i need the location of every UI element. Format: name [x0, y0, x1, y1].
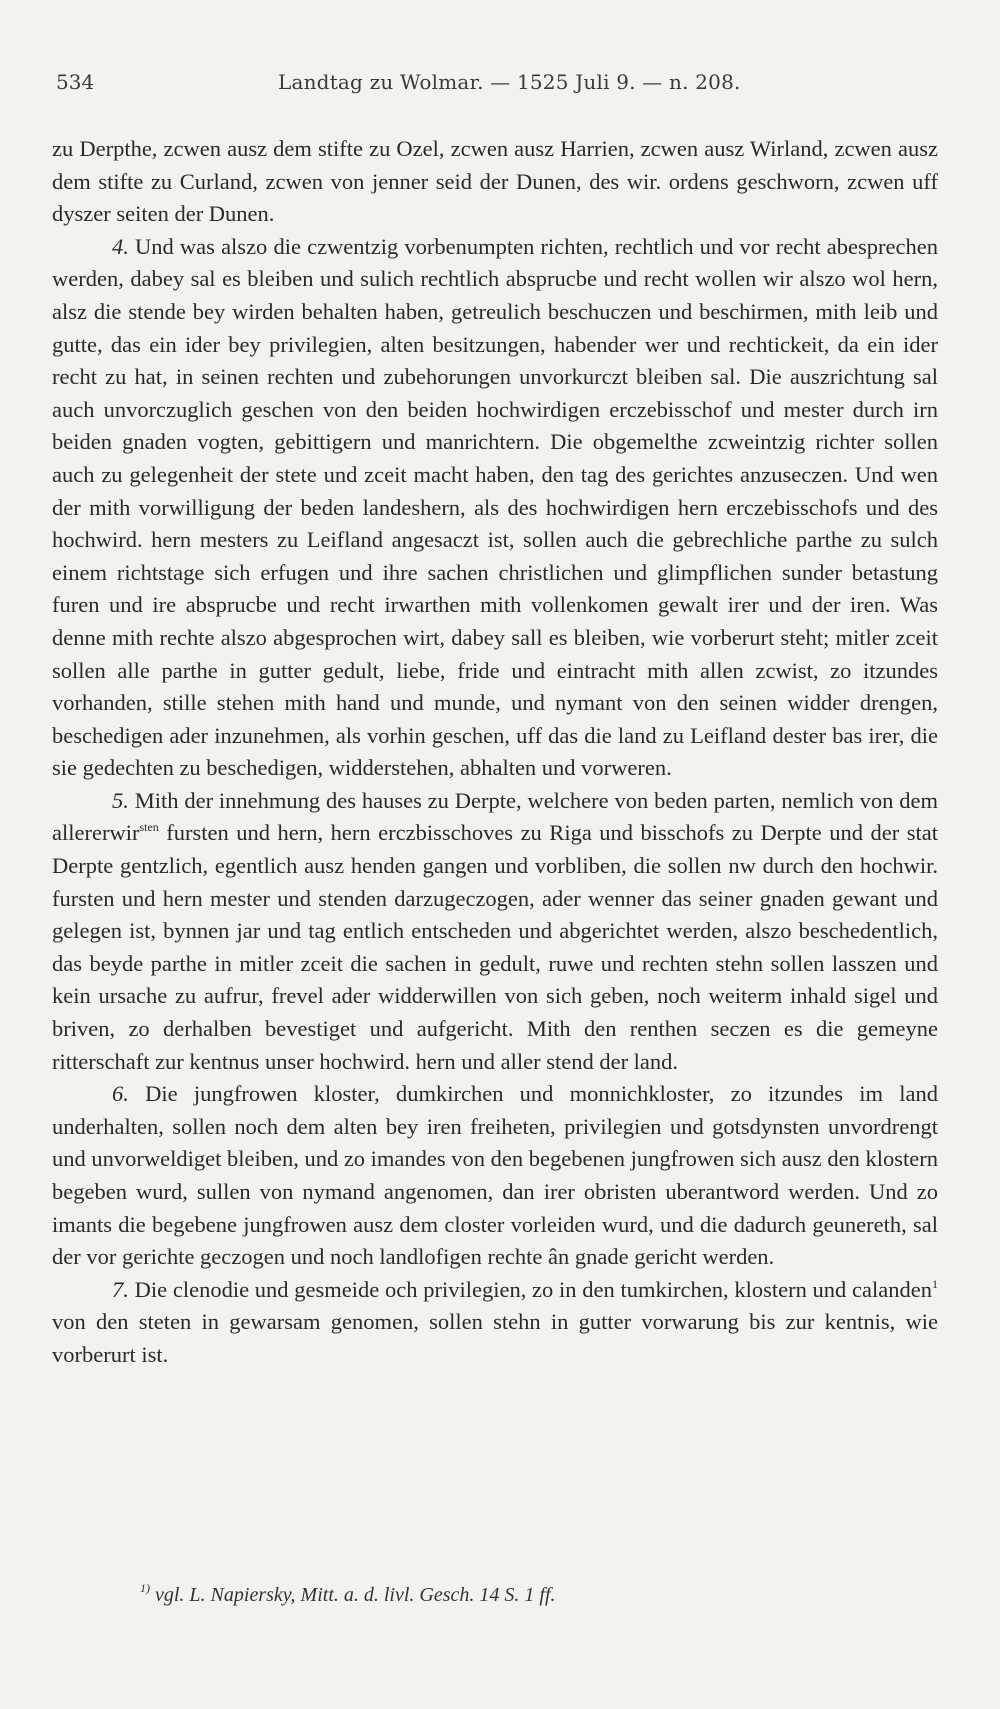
section-text-cont: fursten und hern, hern erczbisschoves zu Riga und bisschofs zu Derpte und der stat Derpte gentzlich, egentlich ausz henden gangen und vorbliben, die sollen nw durch den hochwir. fursten und hern mester und stenden darzugeczogen, ader wenner das seiner gnaden gewant und gelegen ist, bynnen jar und tag entlich entscheden und abgerichtet werden, alszo beschedentlich, das beyde parthe in mitler zceit die sachen in gedult, ruwe und rechten stehn sollen lasszen und kein ursache zu aufrur, frevel ader widderwillen von sich geben, noch weiterm inhald sigel und briven, zo derhalben bevestiget und aufgericht. Mith den renthen seczen es die gemeyne ritterschaft zur kentnus unser hochwird. hern und aller stend der land.	[52, 820, 938, 1074]
section-text: Die jungfrowen kloster, dumkirchen und monnichkloster, zo itzundes im land underhalten, sollen noch dem alten bey iren freiheten, privilegien und gotsdynsten unvordrengt und unvorweldiget bleiben, und zo imandes von den begebenen jungfrowen sich ausz den klostern begeben wurd, sullen von nymand angenomen, dan irer obristen uberantword werden. Und zo imants die begebene jungfrowen ausz dem closter vorleiden wurd, und die dadurch geunereth, sal der vor gerichte geczogen und noch landlofigen rechte ân gnade gericht werden.	[52, 1081, 939, 1270]
section-4	[52, 231, 938, 785]
section-text: Mith der innehmung des hauses zu Derpte, welchere von beden parten, nemlich von dem allererwir	[52, 787, 938, 846]
section-number: 4.	[112, 233, 129, 259]
paragraph-text: zu Derpthe, zcwen ausz dem stifte zu Ozel, zcwen ausz Harrien, zcwen ausz Wirland, zcwen ausz dem stifte zu Curland, zcwen von jenner seid der Dunen, des wir. ordens geschworn, zcwen uff dyszer seiten der Dunen.	[52, 136, 938, 227]
footnote-marker: 1)	[140, 1581, 150, 1595]
page-header	[56, 70, 944, 100]
section-5	[52, 785, 938, 1078]
body-text	[52, 133, 938, 1372]
footnote-text: vgl. L. Napiersky, Mitt. a. d. livl. Gesch. 14 S. 1 ff.	[155, 1584, 556, 1606]
page-number: 534	[56, 70, 95, 94]
footnote-reference: 1	[932, 1276, 938, 1291]
section-number: 7.	[112, 1276, 129, 1302]
section-6	[52, 1078, 938, 1274]
running-head: Landtag zu Wolmar. — 1525 Juli 9. — n. 208.	[278, 70, 741, 94]
footnote	[140, 1581, 556, 1607]
section-text: Die clenodie und gesmeide och privilegien, zo in den tumkirchen, klostern und calanden	[134, 1276, 932, 1302]
superscript: sten	[139, 820, 159, 835]
section-text: Und was alszo die czwentzig vorbenumpten richten, rechtlich und vor recht abesprechen werden, dabey sal es bleiben und sulich rechtlich absprucbe und recht wollen wir alszo wol hern, alsz die stende bey wirden behalten haben, getreulich beschuczen und beschirmen, mith leib und gutte, das ein ider bey privilegien, alten besitzungen, habender wer und rechtickeit, da ein ider recht zu hat, in seinen rechten und zubehorungen unvorkurczt bleiben sal. Die auszrichtung sal auch unvorczuglich geschen von den beiden hochwirdigen erczebisschof und mester durch irn beiden gnaden vogten, gebittigern und manrichtern. Die obgemelthe zcweintzig richter sollen auch zu gelegenheit der stete und zceit macht haben, den tag des gerichtes anzuseczen. Und wen der mith vorwilligung der beden landeshern, als des hochwirdigen hern erczebisschofs und des hochwird. hern mesters zu Leifland angesaczt ist, sollen auch die gebrechliche parthe zu sulch einem richtstage sich erfugen und ihre sachen christlichen und glimpflichen sunder betastung furen und ire absprucbe und recht irwarthen mith vollenkomen gewalt irer und der iren. Was denne mith rechte alszo abgesprochen wirt, dabey sall es bleiben, wie vorberurt steht; mitler zceit sollen alle parthe in gutter gedult, liebe, fride und eintracht mith allen zcwist, zo itzundes vorhanden, stille stehen mith hand und munde, und nymant von den seinen widder drengen, beschedigen ader inzunehmen, als vorhin geschen, uff das die land zu Leifland dester bas irer, die sie gedechten zu beschedigen, widderstehen, abhalten und vorweren.	[52, 233, 938, 781]
paragraph-continuation	[52, 133, 938, 231]
section-number: 5.	[112, 787, 129, 813]
section-number: 6.	[112, 1081, 129, 1107]
section-text-cont: von den steten in gewarsam genomen, sollen stehn in gutter vorwarung bis zur kentnis, wie vorberurt ist.	[52, 1309, 938, 1367]
section-7	[52, 1274, 938, 1372]
